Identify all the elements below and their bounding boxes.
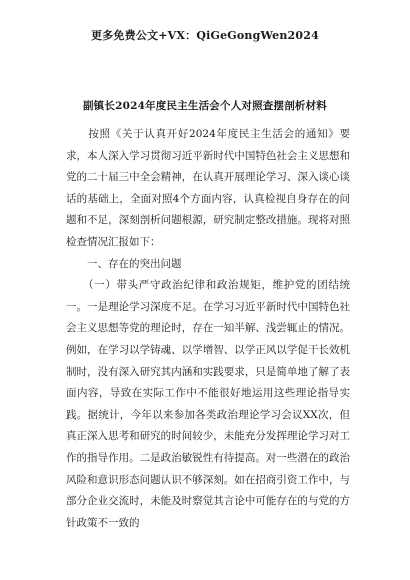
- document-body: [66, 124, 350, 534]
- header-watermark-text: 更多免费公文+VX：QiGeGongWen2024: [91, 29, 319, 42]
- document-title: 副镇长2024年度民主生活会个人对照查摆剖析材料: [82, 100, 328, 112]
- intro-paragraph: 按照《关于认真开好2024年度民主生活会的通知》要求，本人深入学习贯彻习近平新时代中国特色社会主义思想和党的二十届三中全会精神，在认真开展理论学习、深入谈心谈话的基础上，全面对照4个方面内容，认真检视自身存在的问题和不足，深刻剖析问题根源，研究制定整改措施。现将对照检查情况汇报如下：: [66, 128, 350, 248]
- body-paragraph: （一）带头严守政治纪律和政治规矩，维护党的团结统一。一是理论学习深度不足。在学习习近平新时代中国特色社会主义思想等党的理论时，存在一知半解、浅尝辄止的情况。例如，在学习以学铸魂、以学增智、以学正风以学促干长效机制时，没有深入研究其内涵和实践要求，只是简单地了解了表面内容，导致在实际工作中不能很好地运用这些理论指导实践。据统计，今年以来参加各类政治理论学习会议XX次，但真正深入思考和研究的时间较少，未能充分发挥理论学习对工作的指导作用。二是政治敏锐性有待提高。对一些潜在的政治风险和意识形态问题认识不够深刻。如在招商引资工作中，与部分企业交流时，未能及时察觉其言论中可能存在的与党的方针政策不一致的: [66, 279, 350, 529]
- section-heading: 一、存在的突出问题: [66, 257, 182, 270]
